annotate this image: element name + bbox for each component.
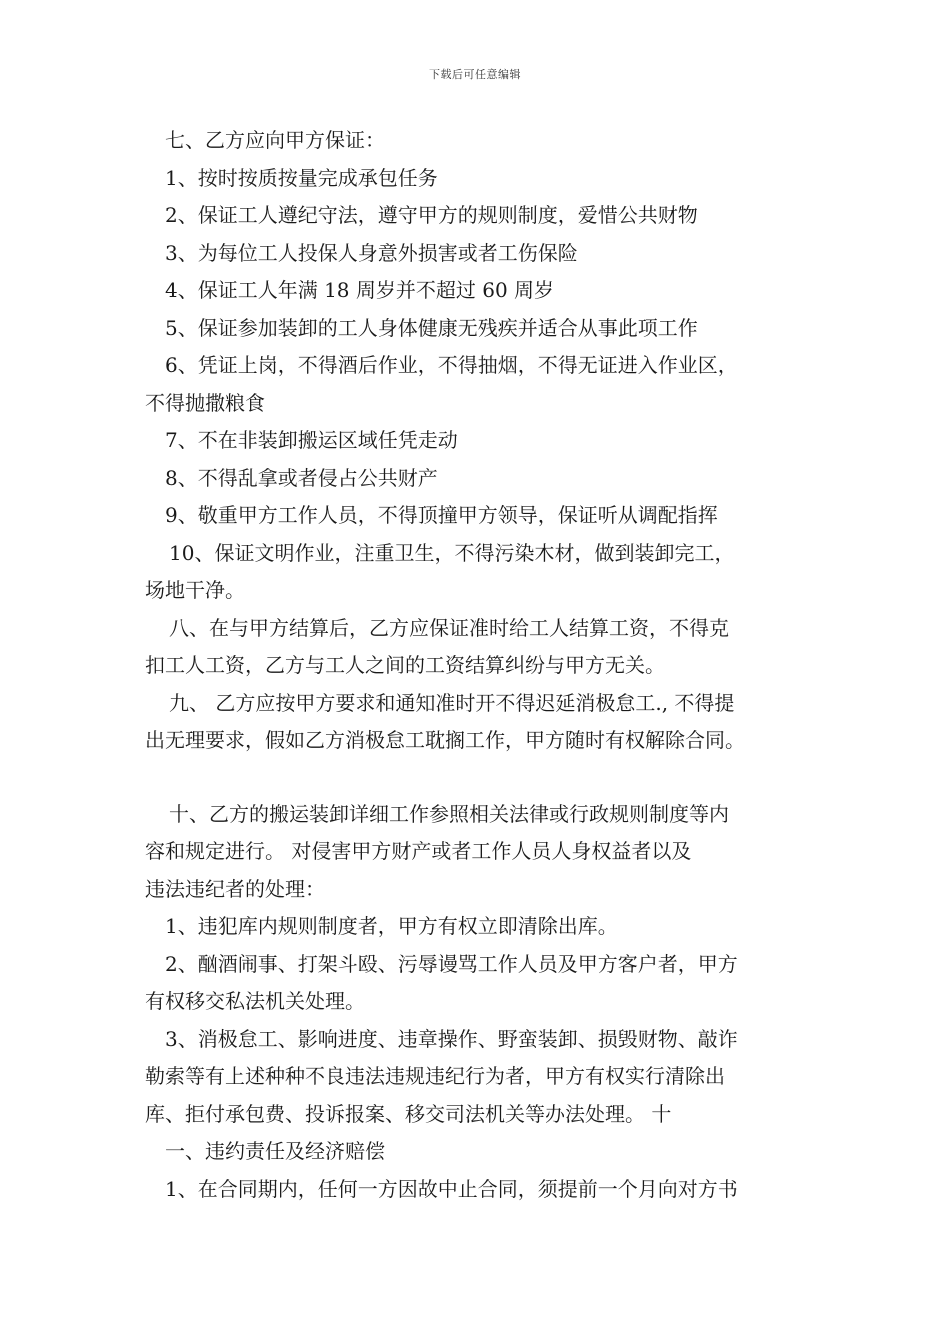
section-11-heading: 一、违约责任及经济赔偿 — [165, 1139, 385, 1163]
section-heading-7: 七、乙方应向甲方保证： — [165, 128, 385, 152]
page-header-note: 下载后可任意编辑 — [429, 68, 521, 81]
document-body — [145, 122, 810, 1208]
section-9-cont: 出无理要求，假如乙方消极怠工耽搁工作，甲方随时有权解除合同。 — [145, 728, 745, 752]
clause-7-6-cont: 不得抛撒粮食 — [145, 390, 265, 415]
section-8-cont: 扣工人工资，乙方与工人之间的工资结算纠纷与甲方无关。 — [145, 653, 665, 677]
clause-11-1: 1、在合同期内，任何一方因故中止合同，须提前一个月向对方书 — [165, 1176, 738, 1201]
paragraph-gap — [145, 760, 810, 796]
clause-7-7: 7、不在非装卸搬运区域任凭走动 — [165, 428, 458, 452]
clause-10-1: 1、违犯库内规则制度者，甲方有权立即清除出库。 — [165, 914, 618, 938]
section-10-cont-2: 违法违纪者的处理： — [145, 876, 325, 901]
section-9: 九、 乙方应按甲方要求和通知准时开不得迟延消极怠工., 不得提 — [169, 690, 735, 715]
clause-7-9: 9、敬重甲方工作人员，不得顶撞甲方领导，保证听从调配指挥 — [165, 503, 718, 527]
clause-7-5: 5、保证参加装卸的工人身体健康无残疾并适合从事此项工作 — [165, 315, 698, 340]
clause-7-10: 10、保证文明作业，注重卫生，不得污染木材，做到装卸完工， — [169, 540, 735, 565]
section-10: 十、乙方的搬运装卸详细工作参照相关法律或行政规则制度等内 — [169, 801, 729, 826]
clause-10-3: 3、消极怠工、影响进度、违章操作、野蛮装卸、损毁财物、敲诈 — [165, 1026, 738, 1051]
clause-7-2: 2、保证工人遵纪守法，遵守甲方的规则制度，爱惜公共财物 — [165, 203, 698, 227]
clause-7-3: 3、为每位工人投保人身意外损害或者工伤保险 — [165, 240, 578, 265]
clause-7-6: 6、凭证上岗，不得酒后作业，不得抽烟，不得无证进入作业区， — [165, 353, 738, 377]
clause-7-1: 1、按时按质按量完成承包任务 — [165, 165, 438, 190]
clause-10-2: 2、酗酒闹事、打架斗殴、污辱谩骂工作人员及甲方客户者，甲方 — [165, 951, 738, 976]
clause-7-8: 8、不得乱拿或者侵占公共财产 — [165, 465, 438, 490]
section-10-cont: 容和规定进行。 对侵害甲方财产或者工作人员人身权益者以及 — [145, 839, 692, 863]
clause-10-2-cont: 有权移交私法机关处理。 — [145, 989, 365, 1013]
clause-10-3-cont: 勒索等有上述种种不良违法违规违纪行为者，甲方有权实行清除出 — [145, 1064, 725, 1088]
section-8: 八、在与甲方结算后，乙方应保证准时给工人结算工资，不得克 — [169, 615, 729, 640]
clause-7-4: 4、保证工人年满 18 周岁并不超过 60 周岁 — [165, 278, 555, 302]
clause-7-10-cont: 场地干净。 — [145, 578, 245, 602]
clause-10-3-cont-2: 库、拒付承包费、投诉报案、移交司法机关等办法处理。 十 — [145, 1101, 672, 1126]
